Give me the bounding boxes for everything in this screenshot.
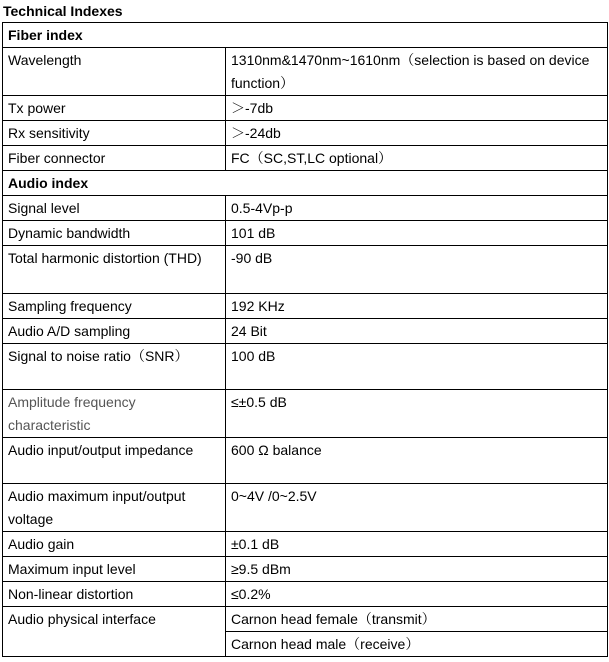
table-row — [3, 221, 608, 246]
dynamic-bandwidth-value: 101 dB — [226, 221, 608, 246]
physical-interface-value-receive: Carnon head male（receive） — [226, 632, 608, 657]
wavelength-label: Wavelength — [3, 48, 226, 96]
max-io-voltage-value: 0~4V /0~2.5V — [226, 484, 608, 532]
table-row — [3, 557, 608, 582]
table-row — [3, 607, 608, 632]
dynamic-bandwidth-label: Dynamic bandwidth — [3, 221, 226, 246]
audio-gain-label: Audio gain — [3, 532, 226, 557]
signal-level-label: Signal level — [3, 196, 226, 221]
max-io-voltage-label: Audio maximum input/output voltage — [3, 484, 226, 532]
table-row — [3, 121, 608, 146]
rx-sensitivity-label: Rx sensitivity — [3, 121, 226, 146]
impedance-value: 600 Ω balance — [226, 438, 608, 484]
impedance-label: Audio input/output impedance — [3, 438, 226, 484]
snr-label: Signal to noise ratio（SNR） — [3, 344, 226, 390]
table-row — [3, 96, 608, 121]
max-input-level-label: Maximum input level — [3, 557, 226, 582]
tx-power-label: Tx power — [3, 96, 226, 121]
nonlinear-distortion-label: Non-linear distortion — [3, 582, 226, 607]
table-row — [3, 344, 608, 390]
audio-ad-sampling-label: Audio A/D sampling — [3, 319, 226, 344]
wavelength-value: 1310nm&1470nm~1610nm（selection is based on device function） — [226, 48, 608, 96]
section-header-row — [3, 23, 608, 48]
snr-value: 100 dB — [226, 344, 608, 390]
physical-interface-label: Audio physical interface — [3, 607, 226, 657]
technical-indexes-table — [2, 22, 608, 657]
table-row — [3, 532, 608, 557]
nonlinear-distortion-value: ≤0.2% — [226, 582, 608, 607]
audio-index-heading: Audio index — [3, 171, 608, 196]
table-row — [3, 484, 608, 532]
table-row — [3, 390, 608, 438]
rx-sensitivity-value: ＞-24db — [226, 121, 608, 146]
tx-power-value: ＞-7db — [226, 96, 608, 121]
audio-gain-value: ±0.1 dB — [226, 532, 608, 557]
table-row — [3, 196, 608, 221]
table-row — [3, 146, 608, 171]
amplitude-frequency-value: ≤±0.5 dB — [226, 390, 608, 438]
table-row — [3, 246, 608, 294]
fiber-index-heading: Fiber index — [3, 23, 608, 48]
document-title: Technical Indexes — [3, 3, 123, 19]
thd-label: Total harmonic distortion (THD) — [3, 246, 226, 294]
amplitude-frequency-label: Amplitude frequency characteristic — [3, 390, 226, 438]
table-row — [3, 294, 608, 319]
table-row — [3, 319, 608, 344]
sampling-frequency-label: Sampling frequency — [3, 294, 226, 319]
physical-interface-value-transmit: Carnon head female（transmit） — [226, 607, 608, 632]
table-row — [3, 582, 608, 607]
fiber-connector-value: FC（SC,ST,LC optional） — [226, 146, 608, 171]
thd-value: -90 dB — [226, 246, 608, 294]
signal-level-value: 0.5-4Vp-p — [226, 196, 608, 221]
max-input-level-value: ≥9.5 dBm — [226, 557, 608, 582]
fiber-connector-label: Fiber connector — [3, 146, 226, 171]
table-row — [3, 48, 608, 96]
audio-ad-sampling-value: 24 Bit — [226, 319, 608, 344]
sampling-frequency-value: 192 KHz — [226, 294, 608, 319]
section-header-row — [3, 171, 608, 196]
table-row — [3, 438, 608, 484]
